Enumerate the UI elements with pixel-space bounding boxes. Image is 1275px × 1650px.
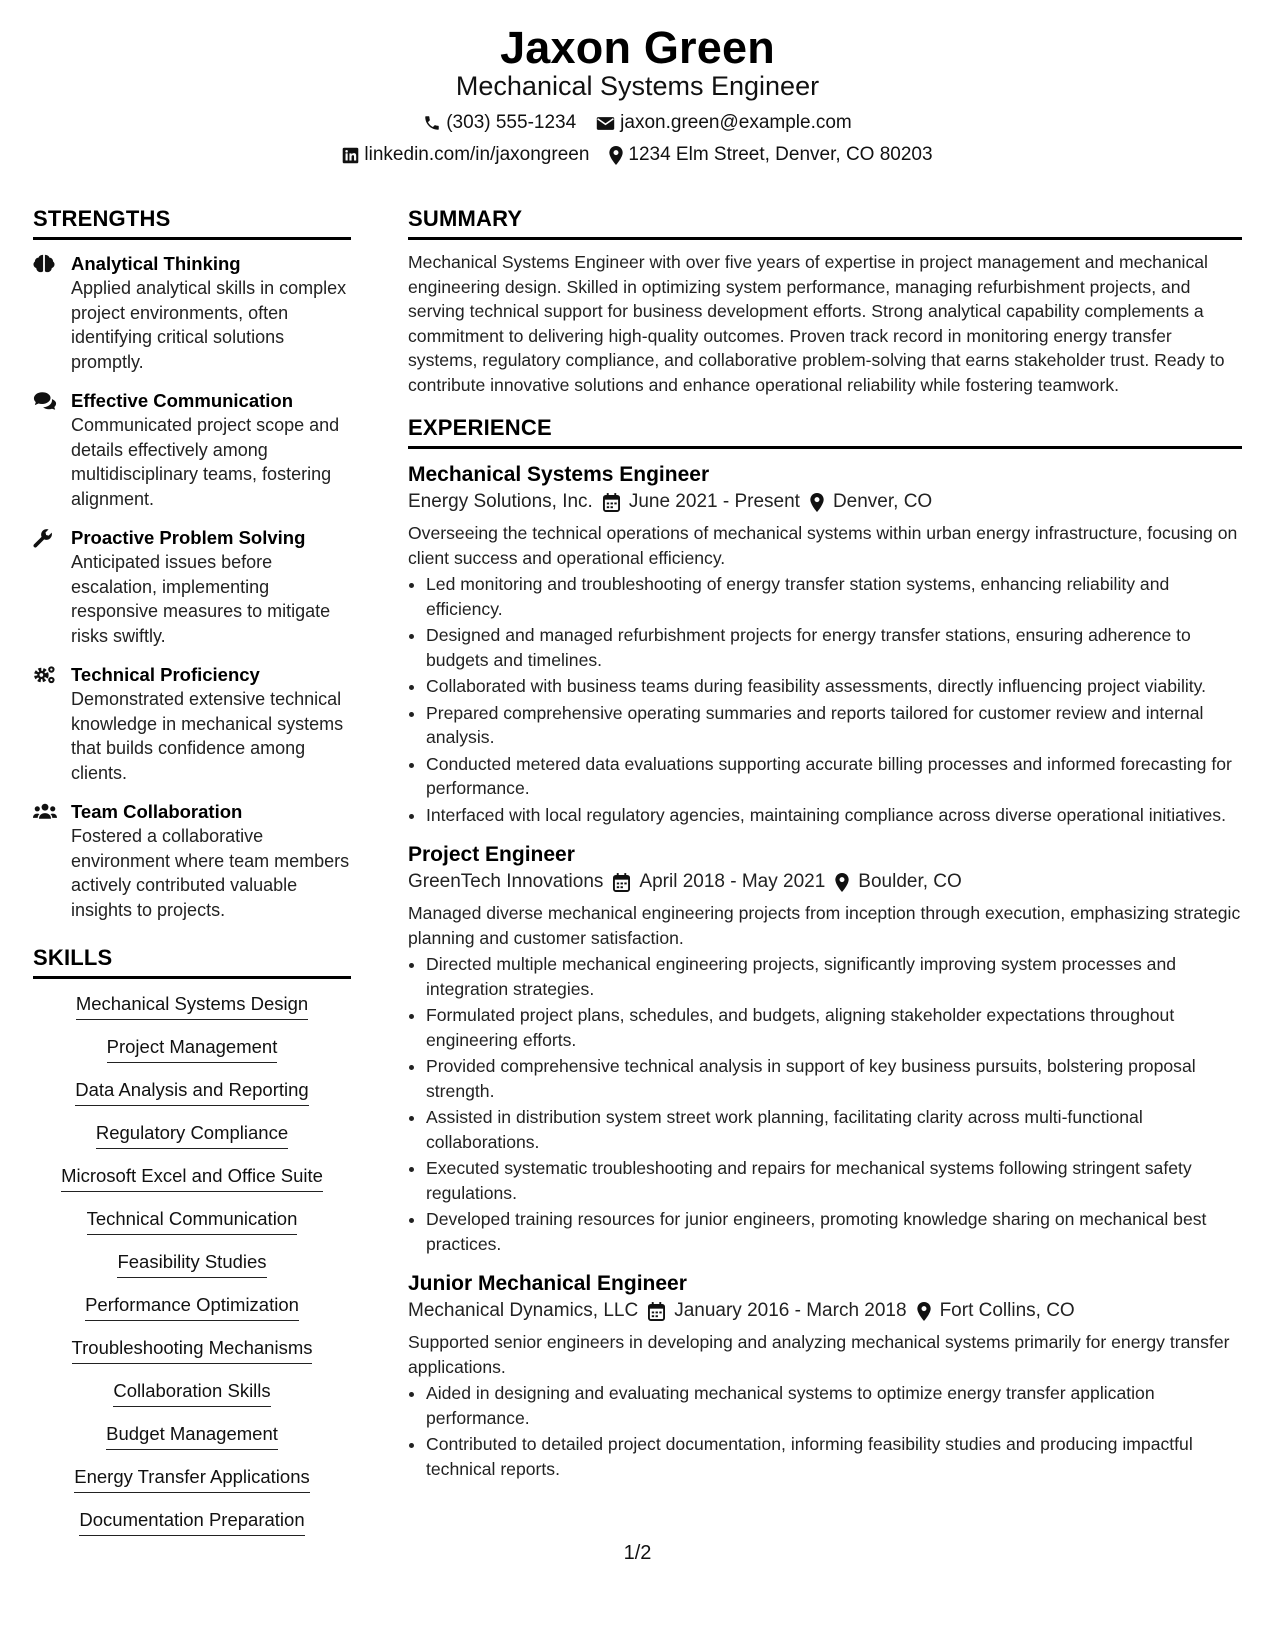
skills-list xyxy=(33,993,351,1552)
job-bullet: • Formulated project plans, schedules, and budgets, aligning stakeholder expectations throughout engineering efforts. xyxy=(426,1003,1242,1052)
job-bullet: • Conducted metered data evaluations supporting accurate billing processes and informed forecasting for performance. xyxy=(426,752,1242,801)
skill-tag: Project Management xyxy=(107,1036,278,1063)
email-contact[interactable] xyxy=(596,112,852,134)
job-location-group xyxy=(810,491,932,513)
strength-description: Communicated project scope and details effectively among multidisciplinary teams, fostering alignment. xyxy=(71,415,340,509)
users-icon xyxy=(33,802,57,820)
brain-icon xyxy=(33,254,55,274)
company-name: Energy Solutions, Inc. xyxy=(408,491,593,512)
phone-contact xyxy=(423,112,576,134)
gears-icon xyxy=(33,665,57,685)
job-location: Boulder, CO xyxy=(858,871,962,892)
job-bullet: • Provided comprehensive technical analysis in support of key business pursuits, bolstering proposal strength. xyxy=(426,1054,1242,1103)
job-bullets xyxy=(408,572,1242,827)
summary-text: Mechanical Systems Engineer with over five years of expertise in project management and mechanical engineering design. Skilled in optimizing system performance, managing refurbishment projects, and serving technical support for business development efforts. Strong analytical capability complements a commitment to delivering high-quality outcomes. Proven track record in monitoring energy transfer systems, regulatory compliance, and collaborative problem-solving that earns stakeholder trust. Ready to contribute innovative solutions and enhance operational reliability while fostering teamwork. xyxy=(408,252,1225,395)
candidate-title: Mechanical Systems Engineer xyxy=(455,71,820,101)
job-bullet: • Assisted in distribution system street work planning, facilitating clarity across multi-functional collaborations. xyxy=(426,1105,1242,1154)
strength-title: Technical Proficiency xyxy=(71,664,260,685)
skill-tag: Documentation Preparation xyxy=(79,1509,304,1536)
skill-tag: Mechanical Systems Design xyxy=(76,993,308,1020)
chat-bubbles-icon xyxy=(33,391,57,410)
job-location: Fort Collins, CO xyxy=(939,1300,1075,1321)
job-location-group xyxy=(917,1300,1075,1322)
job-dates-group xyxy=(603,491,800,513)
job-dates-group xyxy=(648,1300,906,1322)
skill-tag: Microsoft Excel and Office Suite xyxy=(61,1165,323,1192)
email-text[interactable]: jaxon.green@example.com xyxy=(620,112,852,133)
calendar-icon xyxy=(613,873,630,892)
map-pin-icon xyxy=(917,1302,931,1321)
job-bullet: • Prepared comprehensive operating summaries and reports tailored for customer review and internal analysis. xyxy=(426,701,1242,750)
job-location-group xyxy=(835,871,962,893)
skill-tag: Troubleshooting Mechanisms xyxy=(72,1337,313,1364)
strengths-heading: STRENGTHS xyxy=(33,206,351,240)
calendar-icon xyxy=(648,1302,665,1321)
contact-row-secondary xyxy=(0,144,1275,166)
job-bullets xyxy=(408,952,1242,1256)
strength-item xyxy=(33,389,351,511)
strength-item xyxy=(33,800,351,922)
job-dates: April 2018 - May 2021 xyxy=(639,871,826,892)
skill-tag: Feasibility Studies xyxy=(117,1251,266,1278)
skill-tag: Budget Management xyxy=(106,1423,278,1450)
job-description: Overseeing the technical operations of mechanical systems within urban energy infrastructure, focusing on client success and operational efficiency. xyxy=(408,523,1238,568)
job-dates: January 2016 - March 2018 xyxy=(674,1300,907,1321)
strength-item xyxy=(33,252,351,374)
address-contact xyxy=(609,144,932,166)
strength-description: Fostered a collaborative environment where team members actively contributed valuable insights to projects. xyxy=(71,826,350,920)
contact-row-primary xyxy=(0,112,1275,134)
summary-heading: SUMMARY xyxy=(408,206,1242,240)
job-dates: June 2021 - Present xyxy=(628,491,800,512)
experience-entry xyxy=(408,1270,1242,1481)
linkedin-icon xyxy=(342,147,359,164)
job-title: Project Engineer xyxy=(408,843,575,866)
job-bullet: • Led monitoring and troubleshooting of energy transfer station systems, enhancing reliability and efficiency. xyxy=(426,572,1242,621)
job-description: Managed diverse mechanical engineering projects from inception through execution, emphasizing strategic planning and customer satisfaction. xyxy=(408,903,1241,948)
calendar-icon xyxy=(603,493,620,512)
job-bullet: • Developed training resources for junior engineers, promoting knowledge sharing on mechanical best practices. xyxy=(426,1207,1242,1256)
skill-tag: Energy Transfer Applications xyxy=(74,1466,310,1493)
skill-tag: Regulatory Compliance xyxy=(96,1122,288,1149)
skill-tag: Collaboration Skills xyxy=(113,1380,270,1407)
page-number: 1/2 xyxy=(623,1542,652,1564)
company-name: GreenTech Innovations xyxy=(408,871,604,892)
strength-description: Anticipated issues before escalation, implementing responsive measures to mitigate risks swiftly. xyxy=(71,552,331,646)
job-bullet: • Contributed to detailed project documentation, informing feasibility studies and producing impactful technical reports. xyxy=(426,1432,1242,1481)
map-pin-icon xyxy=(609,146,623,165)
skill-tag: Performance Optimization xyxy=(85,1294,299,1321)
strength-item xyxy=(33,663,351,785)
right-column xyxy=(408,206,1242,1495)
left-column xyxy=(33,206,351,1552)
job-meta xyxy=(408,491,1242,513)
job-bullet: • Directed multiple mechanical engineering projects, significantly improving system processes and integration strategies. xyxy=(426,952,1242,1001)
map-pin-icon xyxy=(835,873,849,892)
job-bullet: • Executed systematic troubleshooting and repairs for mechanical systems following stringent safety regulations. xyxy=(426,1156,1242,1205)
strength-title: Proactive Problem Solving xyxy=(71,527,306,548)
job-description: Supported senior engineers in developing and analyzing mechanical systems primarily for energy transfer applications. xyxy=(408,1332,1230,1377)
job-bullet: • Collaborated with business teams during feasibility assessments, directly influencing project viability. xyxy=(426,674,1242,699)
experience-entry xyxy=(408,461,1242,827)
linkedin-text[interactable]: linkedin.com/in/jaxongreen xyxy=(364,144,590,165)
job-bullet: • Interfaced with local regulatory agencies, maintaining compliance across diverse operational initiatives. xyxy=(426,803,1242,828)
strength-title: Effective Communication xyxy=(71,390,294,411)
job-bullets xyxy=(408,1381,1242,1481)
job-title: Junior Mechanical Engineer xyxy=(408,1272,687,1295)
strength-description: Demonstrated extensive technical knowledge in mechanical systems that builds confidence among clients. xyxy=(71,689,344,783)
skills-heading: SKILLS xyxy=(33,945,351,979)
experience-heading: EXPERIENCE xyxy=(408,415,1242,449)
job-title: Mechanical Systems Engineer xyxy=(408,463,710,486)
phone-icon xyxy=(423,114,441,132)
phone-text: (303) 555-1234 xyxy=(446,112,577,133)
skill-tag: Data Analysis and Reporting xyxy=(75,1079,308,1106)
map-pin-icon xyxy=(810,493,824,512)
job-dates-group xyxy=(613,871,825,893)
wrench-icon xyxy=(33,528,53,548)
strengths-list xyxy=(33,252,351,922)
skill-tag: Technical Communication xyxy=(87,1208,298,1235)
envelope-icon xyxy=(596,116,615,131)
strength-description: Applied analytical skills in complex project environments, often identifying critical solutions promptly. xyxy=(71,278,347,372)
address-text: 1234 Elm Street, Denver, CO 80203 xyxy=(628,144,933,165)
strength-title: Team Collaboration xyxy=(71,801,243,822)
strength-item xyxy=(33,526,351,648)
job-bullet: • Aided in designing and evaluating mechanical systems to optimize energy transfer application performance. xyxy=(426,1381,1242,1430)
experience-entry xyxy=(408,841,1242,1256)
job-meta xyxy=(408,1300,1242,1322)
linkedin-contact[interactable] xyxy=(342,144,589,166)
job-meta xyxy=(408,871,1242,893)
strength-title: Analytical Thinking xyxy=(71,253,241,274)
job-location: Denver, CO xyxy=(832,491,933,512)
company-name: Mechanical Dynamics, LLC xyxy=(408,1300,639,1321)
candidate-name: Jaxon Green xyxy=(500,22,775,73)
job-bullet: • Designed and managed refurbishment projects for energy transfer stations, ensuring adherence to budgets and timelines. xyxy=(426,623,1242,672)
